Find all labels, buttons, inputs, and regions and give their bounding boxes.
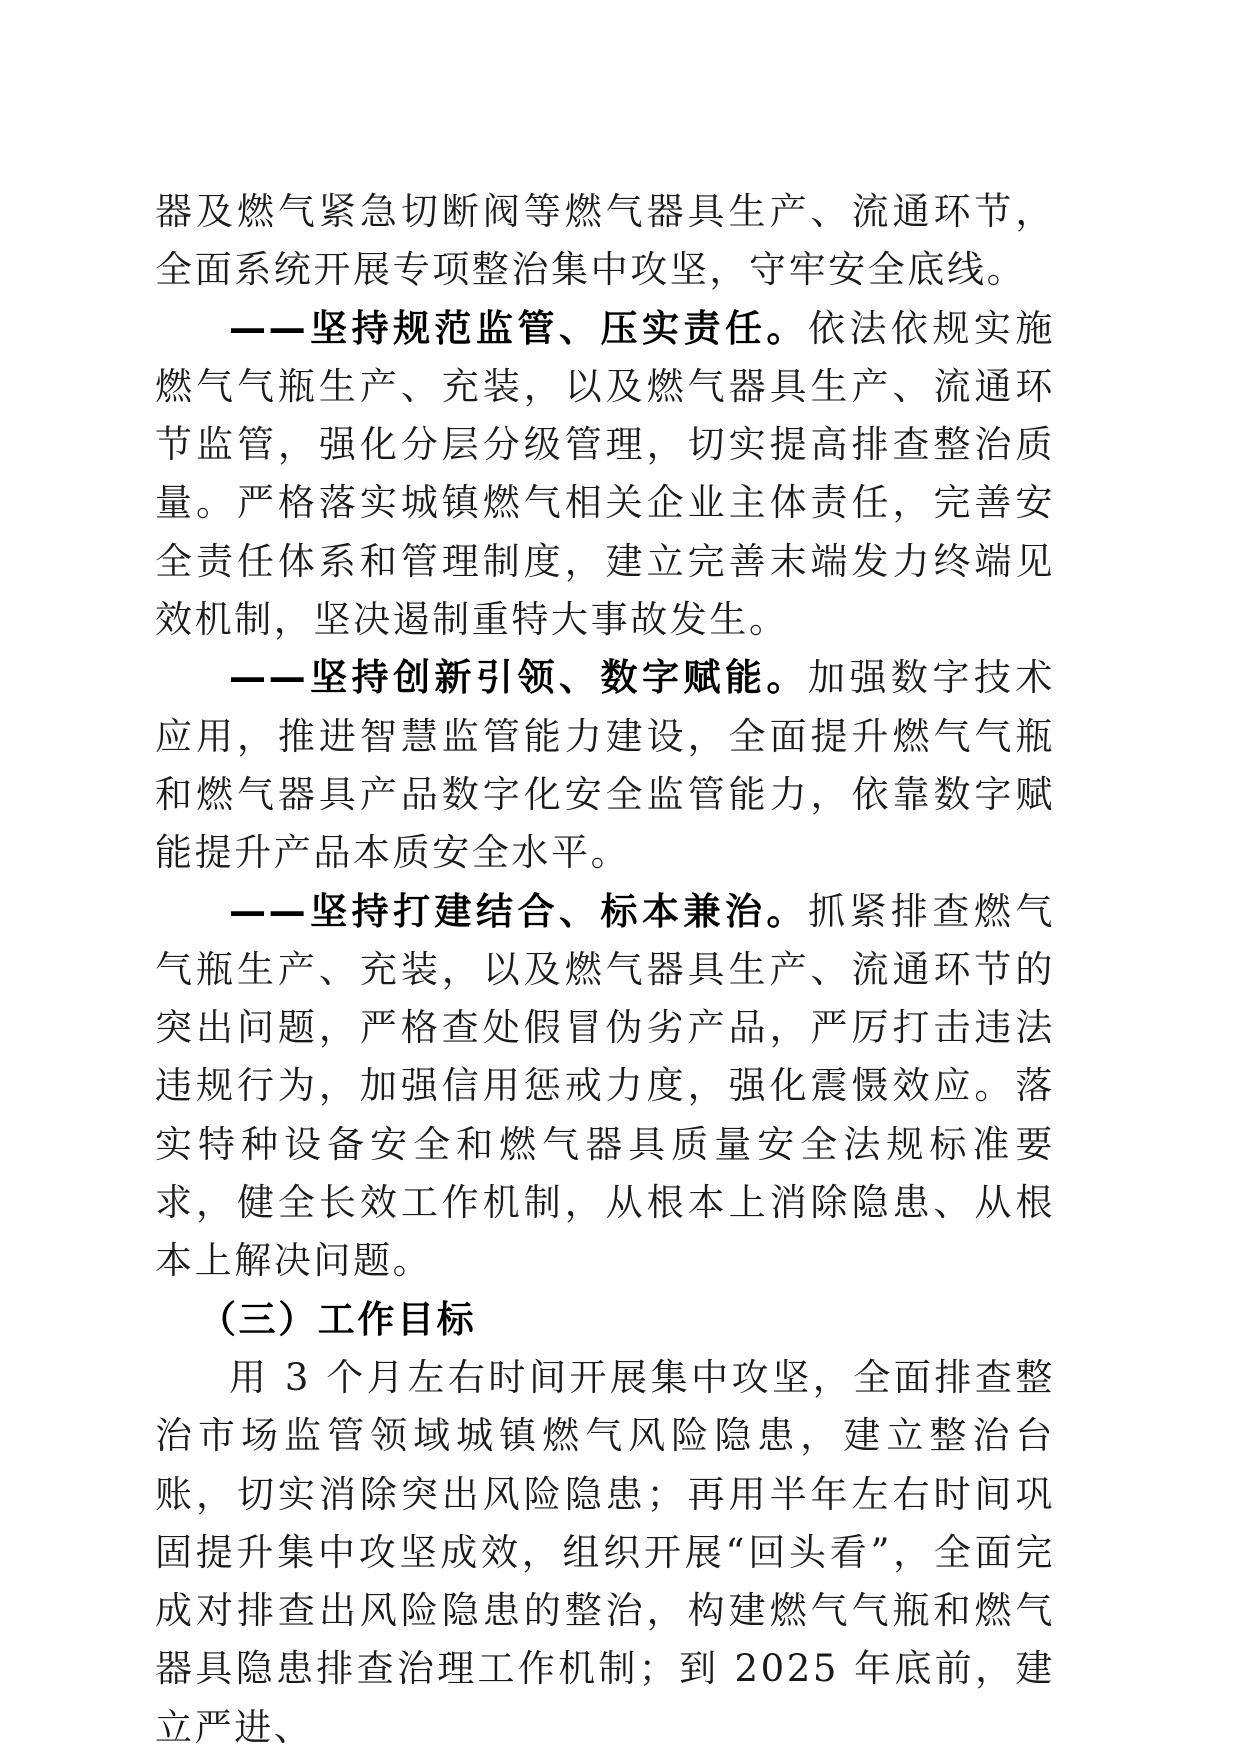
paragraph-principle-crackdown: [155, 883, 1055, 1291]
paragraph-text: 用 3 个月左右时间开展集中攻坚，全面排查整治市场监管领域城镇燃气风险隐患，建立整治台账，切实消除突出风险隐患；再用半年左右时间巩固提升集中攻坚成效，组织开展“回头看”，全面完成对排查出风险隐患的整治，构建燃气气瓶和燃气器具隐患排查治理工作机制；到 2025 年底前，建立严进、: [155, 1355, 1055, 1749]
section-heading-work-goals: [155, 1291, 1055, 1349]
paragraph-text: 依法依规实施燃气气瓶生产、充装，以及燃气器具生产、流通环节监管，强化分层分级管理，切实提高排查整治质量。严格落实城镇燃气相关企业主体责任，完善安全责任体系和管理制度，建立完善末端发力终端见效机制，坚决遏制重特大事故发生。: [155, 306, 1055, 642]
principle-heading: ——坚持规范监管、压实责任。: [229, 306, 808, 350]
paragraph-principle-innovation: [155, 649, 1055, 882]
document-body: [155, 183, 1055, 1757]
principle-heading: ——坚持打建结合、标本兼治。: [229, 889, 808, 933]
paragraph-principle-regulation: [155, 300, 1055, 650]
paragraph-work-goals: [155, 1349, 1055, 1757]
paragraph-continuation: [155, 183, 1055, 300]
paragraph-text: 加强数字技术应用，推进智慧监管能力建设，全面提升燃气气瓶和燃气器具产品数字化安全监管能力，依靠数字赋能提升产品本质安全水平。: [155, 656, 1055, 875]
paragraph-text: 抓紧排查燃气气瓶生产、充装，以及燃气器具生产、流通环节的突出问题，严格查处假冒伪劣产品，严厉打击违法违规行为，加强信用惩戒力度，强化震慑效应。落实特种设备安全和燃气器具质量安全法规标准要求，健全长效工作机制，从根本上消除隐患、从根本上解决问题。: [155, 889, 1055, 1283]
section-heading-text: （三）工作目标: [199, 1297, 477, 1341]
paragraph-text: 器及燃气紧急切断阀等燃气器具生产、流通环节，全面系统开展专项整治集中攻坚，守牢安全底线。: [155, 190, 1055, 292]
principle-heading: ——坚持创新引领、数字赋能。: [229, 656, 808, 700]
